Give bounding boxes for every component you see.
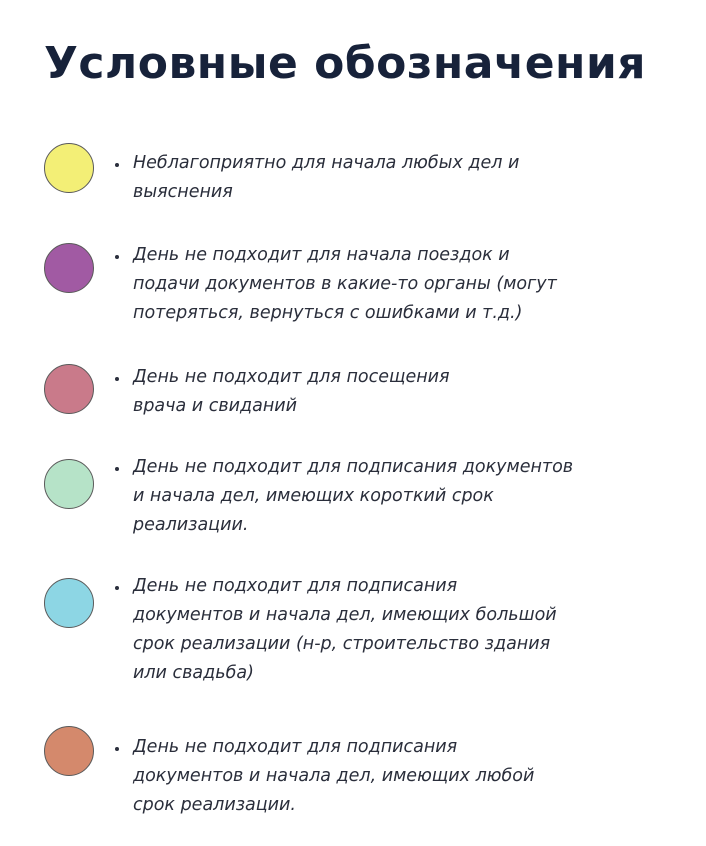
- legend-item-description: Неблагоприятно для начала любых дел и выяснения: [133, 153, 520, 202]
- legend-item-description: День не подходит для начала поездок и подачи документов в какие-то органы (могут потеряться, вернуться с ошибками и т.д.): [133, 245, 557, 323]
- purple-circle-icon: [44, 243, 94, 293]
- bullet-icon: [115, 163, 119, 167]
- legend-item-description: День не подходит для подписания документов и начала дел, имеющих короткий срок реализации.: [133, 457, 574, 535]
- legend-item-description: День не подходит для подписания документов и начала дел, имеющих большой срок реализации (н-р, строительство здания или свадьба): [133, 576, 557, 683]
- green-circle-icon: [44, 459, 94, 509]
- page-title: Условные обозначения: [44, 38, 647, 89]
- bullet-icon: [115, 467, 119, 471]
- legend-item-description: День не подходит для посещения врача и свиданий: [133, 367, 450, 416]
- yellow-circle-icon: [44, 143, 94, 193]
- bullet-icon: [115, 747, 119, 751]
- pink-circle-icon: [44, 364, 94, 414]
- legend-item-description: День не подходит для подписания документов и начала дел, имеющих любой срок реализации.: [133, 737, 535, 815]
- blue-circle-icon: [44, 578, 94, 628]
- bullet-icon: [115, 586, 119, 590]
- bullet-icon: [115, 255, 119, 259]
- orange-circle-icon: [44, 726, 94, 776]
- bullet-icon: [115, 377, 119, 381]
